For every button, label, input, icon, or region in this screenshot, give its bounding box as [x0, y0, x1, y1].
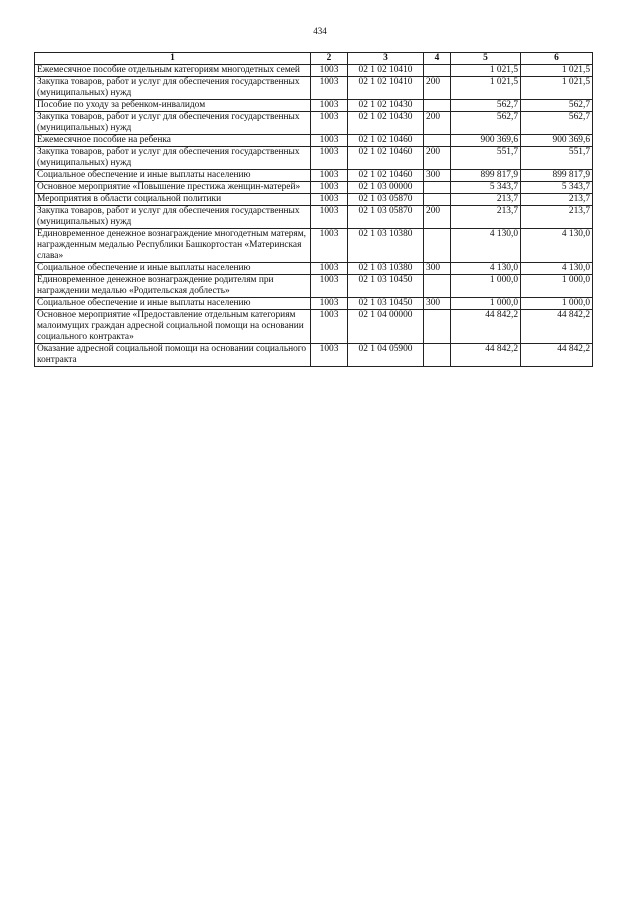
- expense-name-cell: Закупка товаров, работ и услуг для обеспечения государственных (муниципальных) нужд: [35, 147, 311, 170]
- expense-name-cell: Основное мероприятие «Повышение престижа женщин-матерей»: [35, 182, 311, 194]
- section-code-cell: 1003: [311, 263, 348, 275]
- section-code-cell: 1003: [311, 310, 348, 344]
- section-code-cell: 1003: [311, 206, 348, 229]
- amount-column-5-cell: 4 130,0: [451, 229, 521, 263]
- expense-type-cell: [424, 229, 451, 263]
- table-row: [35, 100, 593, 112]
- expense-name-cell: Единовременное денежное вознаграждение многодетным матерям, награжденным медалью Республики Башкортостан «Материнская слава»: [35, 229, 311, 263]
- target-article-cell: 02 1 04 05900: [348, 344, 424, 367]
- amount-column-6-cell: 1 000,0: [521, 298, 593, 310]
- expense-name-cell: Пособие по уходу за ребенком-инвалидом: [35, 100, 311, 112]
- amount-column-5-cell: 899 817,9: [451, 170, 521, 182]
- table-row: [35, 182, 593, 194]
- section-code-cell: 1003: [311, 170, 348, 182]
- amount-column-6-cell: 213,7: [521, 206, 593, 229]
- expense-type-cell: [424, 194, 451, 206]
- amount-column-6-cell: 213,7: [521, 194, 593, 206]
- expense-name-cell: Социальное обеспечение и иные выплаты населению: [35, 298, 311, 310]
- column-header-5: 5: [451, 53, 521, 65]
- expense-type-cell: 300: [424, 170, 451, 182]
- section-code-cell: 1003: [311, 182, 348, 194]
- section-code-cell: 1003: [311, 229, 348, 263]
- expense-name-cell: Ежемесячное пособие отдельным категориям многодетных семей: [35, 65, 311, 77]
- section-code-cell: 1003: [311, 344, 348, 367]
- amount-column-5-cell: 213,7: [451, 206, 521, 229]
- amount-column-5-cell: 213,7: [451, 194, 521, 206]
- column-header-1: 1: [35, 53, 311, 65]
- expense-name-cell: Единовременное денежное вознаграждение родителям при награждении медалью «Родительская доблесть»: [35, 275, 311, 298]
- section-code-cell: 1003: [311, 100, 348, 112]
- table-row: [35, 65, 593, 77]
- section-code-cell: 1003: [311, 65, 348, 77]
- target-article-cell: 02 1 02 10410: [348, 77, 424, 100]
- expense-type-cell: 200: [424, 147, 451, 170]
- target-article-cell: 02 1 03 05870: [348, 206, 424, 229]
- expense-name-cell: Закупка товаров, работ и услуг для обеспечения государственных (муниципальных) нужд: [35, 112, 311, 135]
- amount-column-6-cell: 4 130,0: [521, 263, 593, 275]
- target-article-cell: 02 1 03 10380: [348, 263, 424, 275]
- table-row: [35, 310, 593, 344]
- table-row: [35, 77, 593, 100]
- table-body: [35, 65, 593, 367]
- amount-column-5-cell: 562,7: [451, 100, 521, 112]
- amount-column-6-cell: 899 817,9: [521, 170, 593, 182]
- amount-column-6-cell: 900 369,6: [521, 135, 593, 147]
- target-article-cell: 02 1 02 10430: [348, 100, 424, 112]
- page-number: 434: [313, 26, 327, 36]
- amount-column-5-cell: 1 021,5: [451, 77, 521, 100]
- target-article-cell: 02 1 03 10450: [348, 275, 424, 298]
- expense-name-cell: Ежемесячное пособие на ребенка: [35, 135, 311, 147]
- expense-name-cell: Оказание адресной социальной помощи на основании социального контракта: [35, 344, 311, 367]
- table-row: [35, 135, 593, 147]
- section-code-cell: 1003: [311, 112, 348, 135]
- target-article-cell: 02 1 02 10410: [348, 65, 424, 77]
- amount-column-5-cell: 1 000,0: [451, 275, 521, 298]
- target-article-cell: 02 1 02 10430: [348, 112, 424, 135]
- amount-column-5-cell: 4 130,0: [451, 263, 521, 275]
- target-article-cell: 02 1 02 10460: [348, 135, 424, 147]
- section-code-cell: 1003: [311, 135, 348, 147]
- table-row: [35, 229, 593, 263]
- section-code-cell: 1003: [311, 298, 348, 310]
- column-header-6: 6: [521, 53, 593, 65]
- amount-column-5-cell: 551,7: [451, 147, 521, 170]
- amount-column-6-cell: 1 000,0: [521, 275, 593, 298]
- amount-column-6-cell: 551,7: [521, 147, 593, 170]
- expense-name-cell: Закупка товаров, работ и услуг для обеспечения государственных (муниципальных) нужд: [35, 77, 311, 100]
- section-code-cell: 1003: [311, 147, 348, 170]
- expense-name-cell: Основное мероприятие «Предоставление отдельным категориям малоимущих граждан адресной социальной помощи на основании социального контракта»: [35, 310, 311, 344]
- expense-name-cell: Закупка товаров, работ и услуг для обеспечения государственных (муниципальных) нужд: [35, 206, 311, 229]
- amount-column-6-cell: 1 021,5: [521, 77, 593, 100]
- section-code-cell: 1003: [311, 275, 348, 298]
- amount-column-6-cell: 562,7: [521, 112, 593, 135]
- expense-type-cell: [424, 65, 451, 77]
- table-row: [35, 298, 593, 310]
- target-article-cell: 02 1 03 10450: [348, 298, 424, 310]
- target-article-cell: 02 1 03 10380: [348, 229, 424, 263]
- section-code-cell: 1003: [311, 77, 348, 100]
- expense-name-cell: Мероприятия в области социальной политики: [35, 194, 311, 206]
- budget-table: [34, 52, 593, 367]
- column-header-3: 3: [348, 53, 424, 65]
- table-row: [35, 275, 593, 298]
- amount-column-5-cell: 44 842,2: [451, 310, 521, 344]
- table-row: [35, 147, 593, 170]
- expense-name-cell: Социальное обеспечение и иные выплаты населению: [35, 170, 311, 182]
- table-row: [35, 206, 593, 229]
- table-row: [35, 263, 593, 275]
- target-article-cell: 02 1 02 10460: [348, 147, 424, 170]
- amount-column-6-cell: 4 130,0: [521, 229, 593, 263]
- amount-column-6-cell: 562,7: [521, 100, 593, 112]
- header-row: [35, 53, 593, 65]
- amount-column-6-cell: 5 343,7: [521, 182, 593, 194]
- expense-type-cell: [424, 100, 451, 112]
- expense-type-cell: [424, 310, 451, 344]
- target-article-cell: 02 1 03 05870: [348, 194, 424, 206]
- expense-name-cell: Социальное обеспечение и иные выплаты населению: [35, 263, 311, 275]
- section-code-cell: 1003: [311, 194, 348, 206]
- amount-column-5-cell: 5 343,7: [451, 182, 521, 194]
- expense-type-cell: 300: [424, 263, 451, 275]
- amount-column-5-cell: 900 369,6: [451, 135, 521, 147]
- expense-type-cell: 300: [424, 298, 451, 310]
- expense-type-cell: [424, 135, 451, 147]
- expense-type-cell: [424, 182, 451, 194]
- amount-column-6-cell: 44 842,2: [521, 344, 593, 367]
- target-article-cell: 02 1 04 00000: [348, 310, 424, 344]
- target-article-cell: 02 1 03 00000: [348, 182, 424, 194]
- expense-type-cell: 200: [424, 206, 451, 229]
- target-article-cell: 02 1 02 10460: [348, 170, 424, 182]
- expense-type-cell: [424, 344, 451, 367]
- column-header-2: 2: [311, 53, 348, 65]
- amount-column-5-cell: 562,7: [451, 112, 521, 135]
- amount-column-6-cell: 44 842,2: [521, 310, 593, 344]
- table-row: [35, 344, 593, 367]
- table-row: [35, 112, 593, 135]
- table-row: [35, 170, 593, 182]
- expense-type-cell: [424, 275, 451, 298]
- expense-type-cell: 200: [424, 77, 451, 100]
- amount-column-5-cell: 1 021,5: [451, 65, 521, 77]
- table-row: [35, 194, 593, 206]
- amount-column-6-cell: 1 021,5: [521, 65, 593, 77]
- expense-type-cell: 200: [424, 112, 451, 135]
- amount-column-5-cell: 1 000,0: [451, 298, 521, 310]
- column-header-4: 4: [424, 53, 451, 65]
- amount-column-5-cell: 44 842,2: [451, 344, 521, 367]
